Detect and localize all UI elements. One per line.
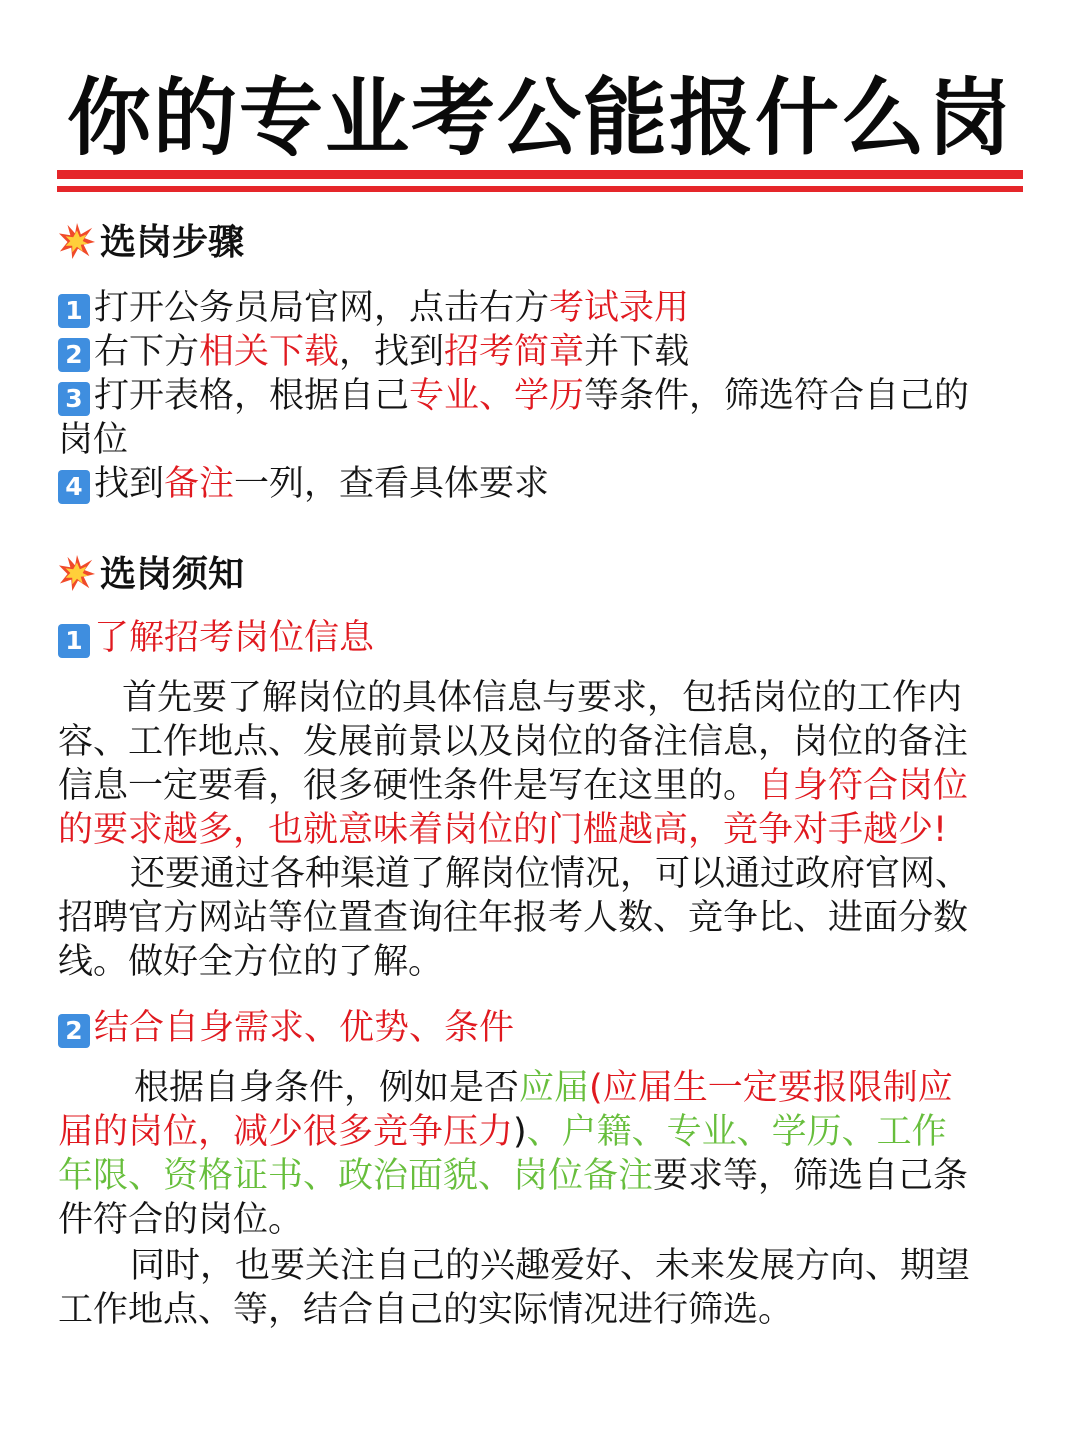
section-heading-steps-label: 选岗步骤 xyxy=(100,222,245,263)
note-2-line xyxy=(58,1244,1024,1288)
step-1-highlight: 考试录用 xyxy=(549,288,690,328)
step-2-text: ，找到 xyxy=(339,332,445,372)
note-2-text: 同时，也要关注自己的兴趣爱好、未来发展方向、期望 xyxy=(130,1246,971,1286)
collision-burst-icon xyxy=(58,222,96,260)
step-3-continued: 岗位 xyxy=(58,420,129,460)
step-2-text: 右下方 xyxy=(94,332,200,372)
step-3-text: 打开表格，根据自己 xyxy=(94,376,410,416)
collision-burst-icon xyxy=(58,554,96,592)
note-2-green: 应届 xyxy=(519,1068,590,1108)
step-2-highlight: 招考简章 xyxy=(444,332,585,372)
keycap-number-icon: 3 xyxy=(58,382,90,416)
note-2-line xyxy=(58,1110,1024,1154)
keycap-number-icon: 4 xyxy=(58,470,90,504)
keycap-number-icon: 2 xyxy=(58,338,90,372)
keycap-number-icon: 1 xyxy=(58,294,90,328)
note-1-line xyxy=(58,764,1024,808)
note-2-paragraph-2 xyxy=(58,1244,1024,1332)
keycap-number-icon: 1 xyxy=(58,624,90,658)
note-2-line: 工作地点、等，结合自己的实际情况进行筛选。 xyxy=(58,1290,794,1330)
note-1-line: 线。做好全方位的了解。 xyxy=(58,942,444,982)
page-title: 你的专业考公能报什么岗 xyxy=(66,69,1013,167)
note-1-heading-text: 了解招考岗位信息 xyxy=(94,618,375,658)
note-2-green: 、户籍、专业、学历、工作 xyxy=(526,1112,947,1152)
note-2-line xyxy=(58,1066,1024,1110)
note-2-paragraph-1 xyxy=(58,1066,1024,1242)
note-1-text: 还要通过各种渠道了解岗位情况，可以通过政府官网、 xyxy=(130,854,971,894)
note-2-line: 件符合的岗位。 xyxy=(58,1200,304,1240)
step-4 xyxy=(58,462,1024,506)
note-1-paragraph-1 xyxy=(58,676,1024,852)
step-3-highlight: 专业、学历 xyxy=(409,376,585,416)
note-1-heading xyxy=(58,616,374,660)
step-3 xyxy=(58,374,1024,418)
note-1-line xyxy=(58,676,1024,720)
note-2-heading-text: 结合自身需求、优势、条件 xyxy=(94,1008,515,1048)
note-2-text: ) xyxy=(513,1112,527,1152)
note-1-line xyxy=(58,852,1024,896)
section-heading-steps xyxy=(58,218,244,268)
note-2-text: ( xyxy=(589,1068,603,1108)
title-rule-bottom xyxy=(57,186,1023,192)
section-heading-notes-label: 选岗须知 xyxy=(100,554,245,595)
note-2-highlight: 届的岗位，减少很多竞争压力 xyxy=(58,1112,514,1152)
step-1 xyxy=(58,286,1024,330)
title-rule-top xyxy=(57,170,1023,179)
steps-list xyxy=(58,286,1024,506)
note-1-paragraph-2 xyxy=(58,852,1024,984)
note-2-line xyxy=(58,1154,1024,1198)
note-2-green: 年限、资格证书、政治面貌、岗位备注 xyxy=(58,1156,654,1196)
note-1-highlight: 的要求越多，也就意味着岗位的门槛越高，竞争对手越少! xyxy=(58,810,948,850)
section-heading-notes xyxy=(58,550,244,600)
note-1-highlight: 自身符合岗位 xyxy=(758,766,969,806)
note-1-line: 容、工作地点、发展前景以及岗位的备注信息，岗位的备注 xyxy=(58,722,969,762)
step-2 xyxy=(58,330,1024,374)
step-2-highlight: 相关下载 xyxy=(199,332,340,372)
note-2-text: 要求等，筛选自己条 xyxy=(653,1156,969,1196)
keycap-number-icon: 2 xyxy=(58,1014,90,1048)
note-2-heading xyxy=(58,1006,514,1050)
note-1-line: 招聘官方网站等位置查询往年报考人数、竞争比、进面分数 xyxy=(58,898,969,938)
note-1-text: 首先要了解岗位的具体信息与要求，包括岗位的工作内 xyxy=(122,678,963,718)
note-1-text: 信息一定要看，很多硬性条件是写在这里的。 xyxy=(58,766,759,806)
step-3-text: 等条件，筛选符合自己的 xyxy=(584,376,970,416)
step-4-text: 一列，查看具体要求 xyxy=(234,464,550,504)
step-4-highlight: 备注 xyxy=(164,464,235,504)
step-2-text: 并下载 xyxy=(584,332,690,372)
note-2-highlight: 应届生一定要报限制应 xyxy=(602,1068,953,1108)
step-1-text: 打开公务员局官网，点击右方 xyxy=(94,288,550,328)
note-2-text: 根据自身条件，例如是否 xyxy=(134,1068,520,1108)
step-4-text: 找到 xyxy=(94,464,165,504)
